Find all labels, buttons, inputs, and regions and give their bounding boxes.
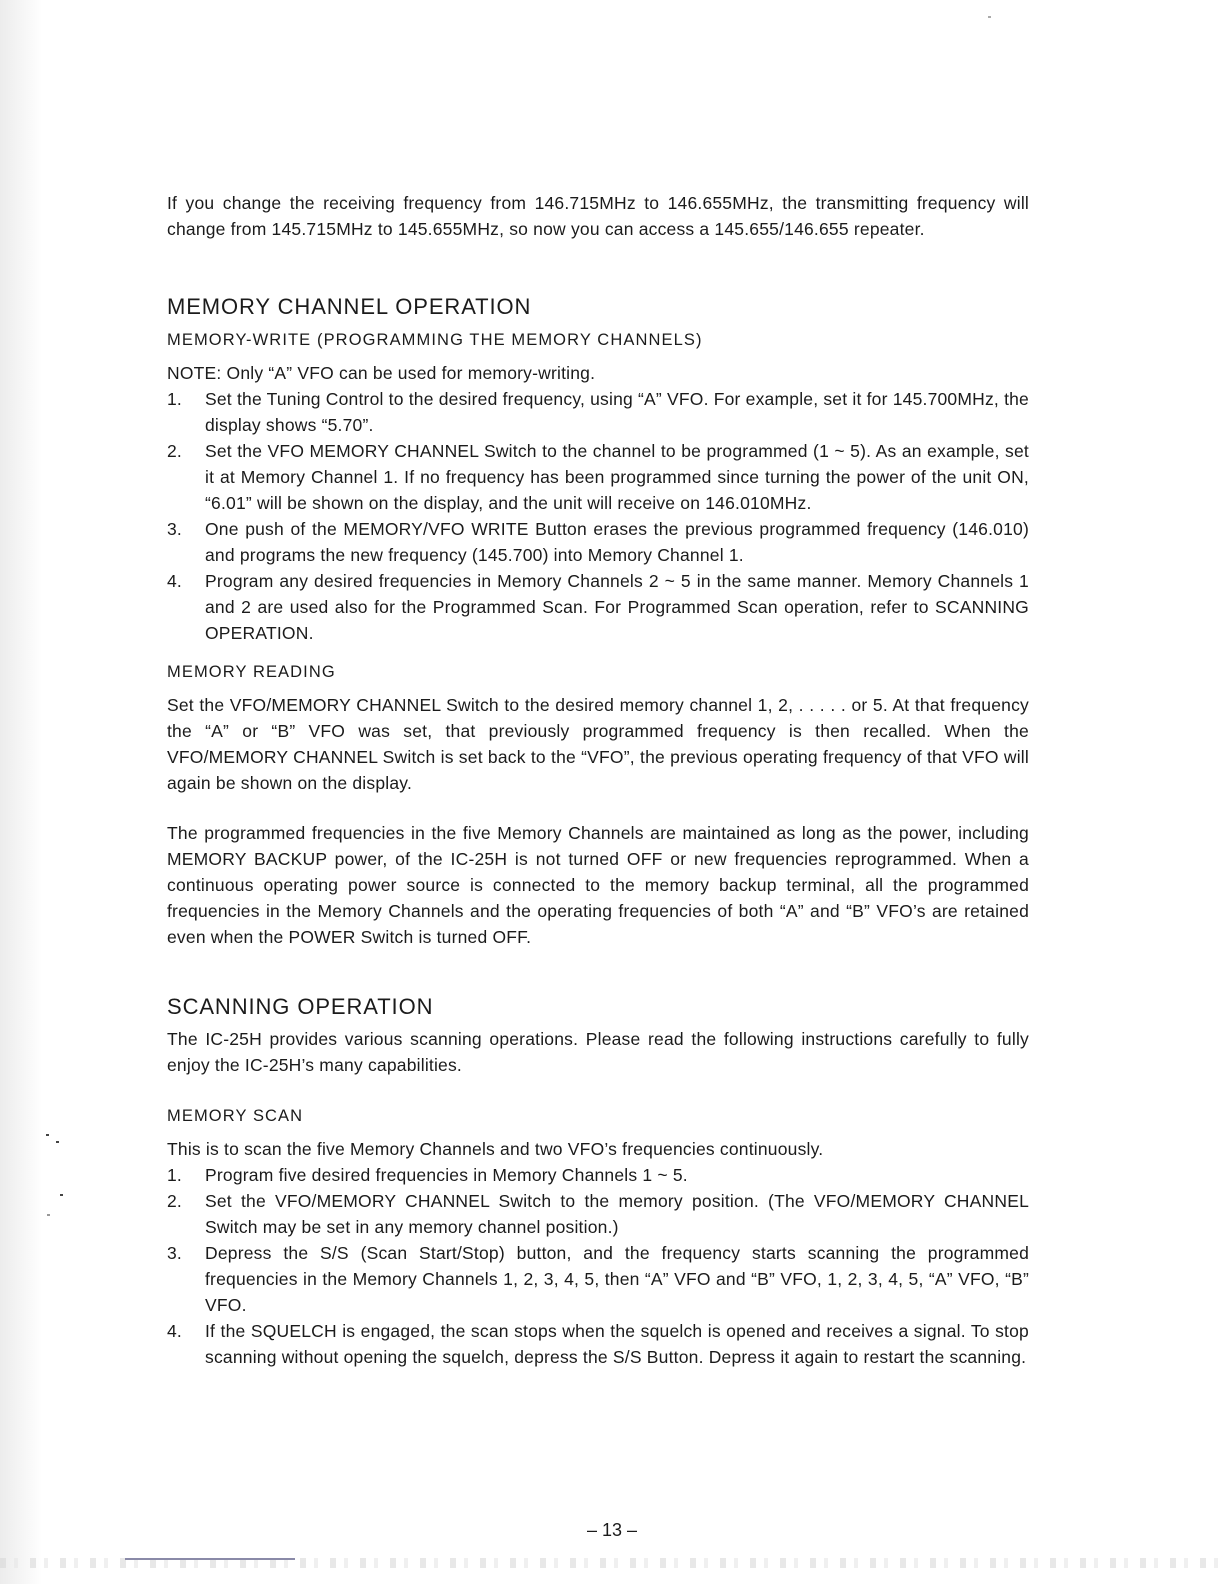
- memory-channel-section: [167, 292, 1029, 950]
- scan-speck: [56, 1141, 59, 1143]
- list-item: 3. One push of the MEMORY/VFO WRITE Button erases the previous programmed frequency (146.010) and programs the new frequency (145.700) into Memory Channel 1.: [167, 519, 1029, 565]
- subsection-title: MEMORY READING: [167, 663, 336, 681]
- scan-speck: [47, 1214, 50, 1216]
- paragraph: The IC-25H provides various scanning operations. Please read the following instructions carefully to fully enjoy the IC-25H’s many capabilities.: [167, 1029, 1029, 1075]
- list-item: 1. Program five desired frequencies in Memory Channels 1 ~ 5.: [167, 1165, 688, 1185]
- scan-artifact-line: [125, 1558, 295, 1560]
- section-title: MEMORY CHANNEL OPERATION: [167, 294, 532, 319]
- memory-scan-steps: [167, 1162, 1029, 1370]
- paragraph: Set the VFO/MEMORY CHANNEL Switch to the desired memory channel 1, 2, . . . . . or 5. At that frequency the “A” or “B” VFO was set, that previously programmed frequency is then recalled. When the VFO/MEMORY CHANNEL Switch is set back to the “VFO”, the previous operating frequency of that VFO will again be shown on the display.: [167, 695, 1029, 793]
- list-item: 4. If the SQUELCH is engaged, the scan stops when the squelch is opened and receives a signal. To stop scanning without opening the squelch, depress the S/S Button. Depress it again to restart the scanning.: [167, 1321, 1029, 1367]
- scan-speck: [988, 16, 991, 18]
- note: NOTE: Only “A” VFO can be used for memory-writing.: [167, 363, 596, 383]
- page-number: – 13 –: [586, 1520, 638, 1540]
- scan-shadow: [0, 0, 42, 1584]
- subsection-title: MEMORY SCAN: [167, 1107, 304, 1125]
- list-item: 2. Set the VFO MEMORY CHANNEL Switch to the channel to be programmed (1 ~ 5). As an example, set it at Memory Channel 1. If no frequency has been programmed since turning the power of the unit ON, “6.01” will be shown on the display, and the unit will receive on 146.010MHz.: [167, 441, 1029, 513]
- list-item: 3. Depress the S/S (Scan Start/Stop) button, and the frequency starts scanning the programmed frequencies in the Memory Channels 1, 2, 3, 4, 5, then “A” VFO and “B” VFO, 1, 2, 3, 4, 5, “A” VFO, “B” VFO.: [167, 1243, 1029, 1315]
- paragraph: The programmed frequencies in the five Memory Channels are maintained as long as the power, including MEMORY BACKUP power, of the IC-25H is not turned OFF or new frequencies reprogrammed. When a continuous operating power source is connected to the memory backup terminal, all the programmed frequencies in the Memory Channels and the operating frequencies of both “A” and “B” VFO’s are retained even when the POWER Switch is turned OFF.: [167, 823, 1029, 947]
- scanning-section: [167, 992, 1029, 1370]
- paragraph: This is to scan the five Memory Channels and two VFO’s frequencies continuously.: [167, 1139, 824, 1159]
- list-item: 4. Program any desired frequencies in Memory Channels 2 ~ 5 in the same manner. Memory Channels 1 and 2 are used also for the Programmed Scan. For Programmed Scan operation, refer to SCANNING OPERATION.: [167, 571, 1029, 643]
- memory-write-steps: [167, 386, 1029, 646]
- intro-paragraph: If you change the receiving frequency from 146.715MHz to 146.655MHz, the transmitting frequency will change from 145.715MHz to 145.655MHz, so now you can access a 145.655/146.655 repeater.: [167, 193, 1029, 239]
- page-content: [167, 190, 1029, 1370]
- scan-speck: [60, 1194, 63, 1196]
- subsection-title: MEMORY-WRITE (PROGRAMMING THE MEMORY CHANNELS): [167, 331, 703, 349]
- list-item: 1. Set the Tuning Control to the desired frequency, using “A” VFO. For example, set it for 145.700MHz, the display shows “5.70”.: [167, 389, 1029, 435]
- list-item: 2. Set the VFO/MEMORY CHANNEL Switch to the memory position. (The VFO/MEMORY CHANNEL Switch may be set in any memory channel position.): [167, 1191, 1029, 1237]
- scan-speck: [46, 1134, 49, 1136]
- section-title: SCANNING OPERATION: [167, 994, 434, 1019]
